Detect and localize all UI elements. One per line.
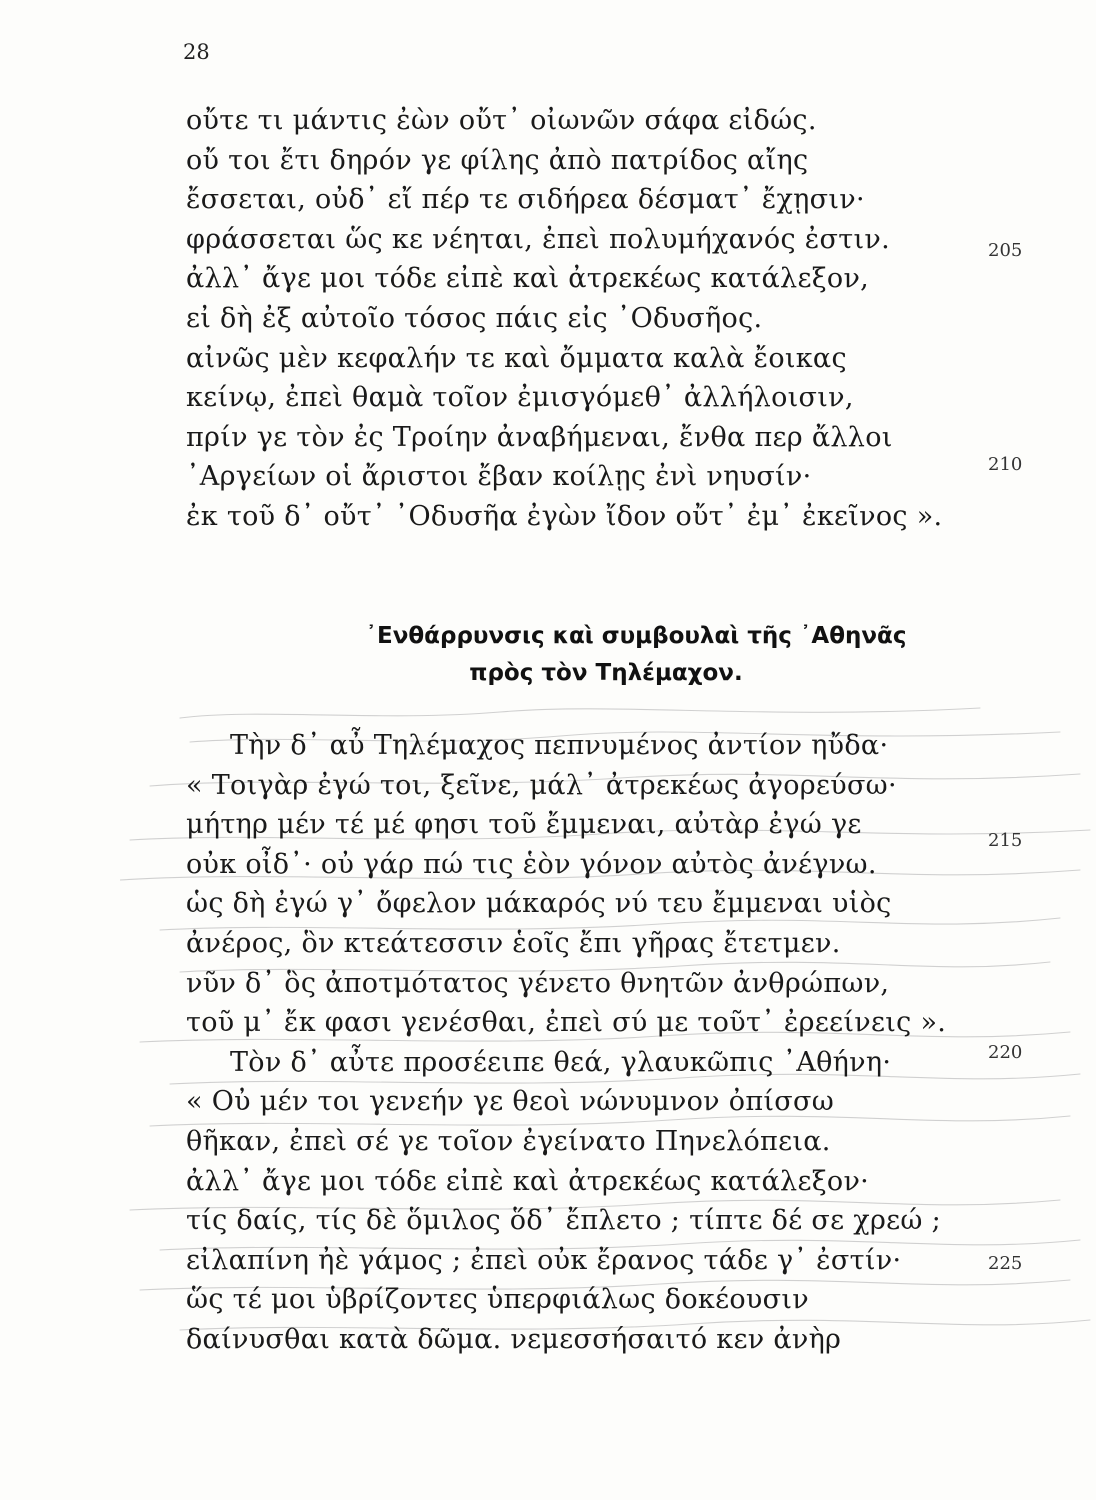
line-number-210: 210 (988, 454, 1023, 475)
verse-block-top (186, 101, 966, 537)
page-number: 28 (183, 40, 210, 64)
line-number-205: 205 (988, 240, 1023, 261)
verse-line: « Οὐ μέν τοι γενεήν γε θεοὶ νώνυμνον ὀπίσσω (186, 1086, 835, 1118)
verse-line: ὥς τέ μοι ὑβρίζοντες ὑπερφιάλως δοκέουσιν (186, 1284, 809, 1316)
section-heading (186, 618, 966, 692)
verse-line: ἔσσεται, οὐδ᾽ εἴ πέρ τε σιδήρεα δέσματ᾽ ἔχῃσιν· (186, 184, 865, 216)
verse-line: εἰλαπίνη ἠὲ γάμος ; ἐπεὶ οὐκ ἔρανος τάδε γ᾽ ἐστίν· (186, 1244, 902, 1276)
verse-line: θῆκαν, ἐπεὶ σέ γε τοῖον ἐγείνατο Πηνελόπεια. (186, 1125, 831, 1157)
verse-line: οὔ τοι ἔτι δηρόν γε φίλης ἀπὸ πατρίδος αἴης (186, 144, 809, 176)
verse-line: κείνῳ, ἐπεὶ θαμὰ τοῖον ἐμισγόμεθ᾽ ἀλλήλοισιν, (186, 382, 854, 414)
section-heading-line-1: ᾽Ενθάρρυνσις καὶ συμβουλαὶ τῆς ᾽Αθηνᾶς (365, 623, 907, 649)
verse-line: Τὸν δ᾽ αὖτε προσέειπε θεά, γλαυκῶπις ᾽Αθήνη· (230, 1046, 892, 1078)
verse-line: ὡς δὴ ἐγώ γ᾽ ὄφελον μάκαρός νύ τευ ἔμμεναι υἱὸς (186, 888, 892, 920)
verse-line: δαίνυσθαι κατὰ δῶμα. νεμεσσήσαιτό κεν ἀνὴρ (186, 1323, 842, 1355)
verse-line: αἰνῶς μὲν κεφαλήν τε καὶ ὄμματα καλὰ ἔοικας (186, 342, 847, 374)
line-number-225: 225 (988, 1253, 1023, 1274)
verse-line: ἐκ τοῦ δ᾽ οὔτ᾽ ᾽Οδυσῆα ἐγὼν ἴδον οὔτ᾽ ἐμ᾽ ἐκεῖνος ». (186, 500, 943, 532)
verse-line: Τὴν δ᾽ αὖ Τηλέμαχος πεπνυμένος ἀντίον ηὔδα· (230, 730, 889, 761)
verse-line: ἀνέρος, ὃν κτεάτεσσιν ἑοῖς ἔπι γῆρας ἔτετμεν. (186, 927, 841, 959)
verse-line: ἀλλ᾽ ἄγε μοι τόδε εἰπὲ καὶ ἀτρεκέως κατάλεξον, (186, 263, 870, 295)
verse-line: οὔτε τι μάντις ἐὼν οὔτ᾽ οἰωνῶν σάφα εἰδώς. (186, 105, 817, 136)
verse-line: εἰ δὴ ἐξ αὐτοῖο τόσος πάις εἰς ᾽Οδυσῆος. (186, 302, 763, 334)
verse-line: ᾽Αργείων οἱ ἄριστοι ἔβαν κοίλῃς ἐνὶ νηυσίν· (186, 461, 812, 493)
verse-line: νῦν δ᾽ ὃς ἀποτμότατος γένετο θνητῶν ἀνθρώπων, (186, 967, 890, 999)
verse-line: μήτηρ μέν τέ μέ φησι τοῦ ἔμμεναι, αὐτὰρ ἐγώ γε (186, 809, 862, 841)
verse-line: οὐκ οἶδ᾽· οὐ γάρ πώ τις ἑὸν γόνον αὐτὸς ἀνέγνω. (186, 848, 877, 880)
verse-line: τοῦ μ᾽ ἔκ φασι γενέσθαι, ἐπεὶ σύ με τοῦτ᾽ ἐρεείνεις ». (186, 1007, 947, 1039)
verse-line: ἀλλ᾽ ἄγε μοι τόδε εἰπὲ καὶ ἀτρεκέως κατάλεξον· (186, 1165, 870, 1197)
verse-line: φράσσεται ὥς κε νέηται, ἐπεὶ πολυμήχανός ἐστιν. (186, 223, 891, 255)
verse-line: τίς δαίς, τίς δὲ ὅμιλος ὅδ᾽ ἔπλετο ; τίπτε δέ σε χρεώ ; (186, 1205, 942, 1237)
section-heading-line-2: πρὸς τὸν Τηλέμαχον. (469, 660, 743, 686)
line-number-215: 215 (988, 830, 1023, 851)
line-number-220: 220 (988, 1042, 1023, 1063)
verse-line: πρίν γε τὸν ἐς Τροίην ἀναβήμεναι, ἔνθα περ ἄλλοι (186, 421, 893, 453)
verse-block-bottom (186, 726, 966, 1360)
verse-line: « Τοιγὰρ ἐγώ τοι, ξεῖνε, μάλ᾽ ἀτρεκέως ἀγορεύσω· (186, 769, 897, 801)
